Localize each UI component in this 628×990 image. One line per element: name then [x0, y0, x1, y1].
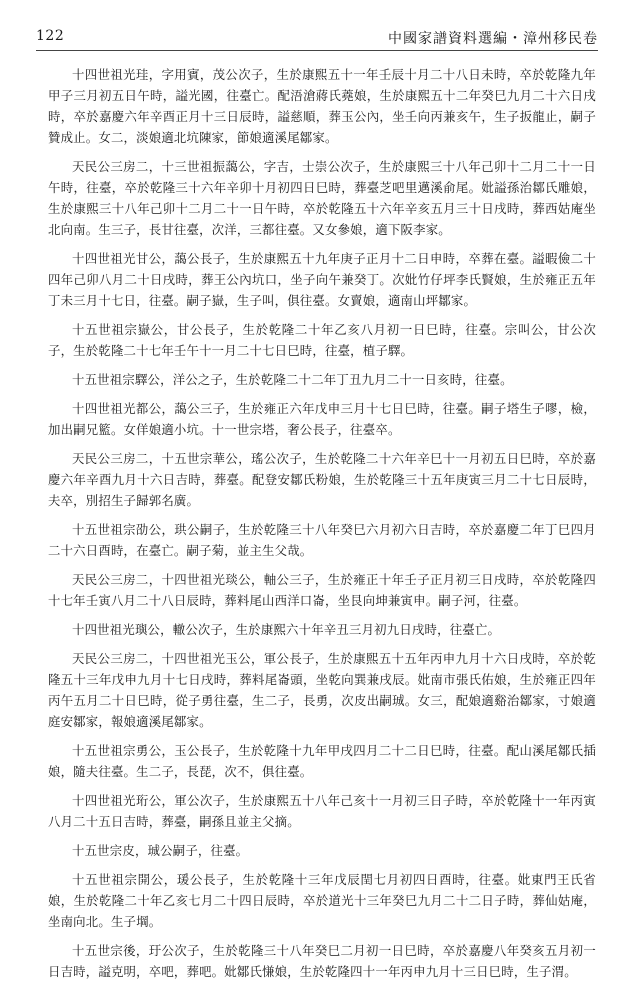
paragraph: 十四世祖光都公，藹公三子，生於雍正六年戊申三月十七日巳時，往臺。嗣子塔生子嘐，檢，加出嗣兄籃。女佯娘適小坑。十一世宗塔，奢公長子，往臺卒。 [48, 401, 596, 437]
paragraph: 天民公三房二，十四世祖光玉公，軍公長子，生於康熙五十五年丙申九月十六日戌時，卒於乾隆五十三年戊申九月十七日戌時，葬料尾崙頭，坐乾向巽兼戌辰。妣南市張氏佑娘，生於雍正四年丙午五月二十日巳時，從子勇往臺，生二子，長勇，次皮出嗣珹。女三，配娘適谿治鄒家，寸娘適庭安鄒家，報娘適溪尾鄒家。 [48, 651, 596, 729]
paragraph: 十五世祖宗驛公，洋公之子，生於乾隆二十二年丁丑九月二十一日亥時，往臺。 [72, 372, 513, 387]
paragraph: 天民公三房二，十三世祖振藹公，字吉，士崇公次子，生於康熙三十八年己卯十二月二十一日午時，往臺，卒於乾隆三十六年辛卯十月初四日巳時，葬臺芝吧里邁溪俞尾。妣謚孫治鄒氏雕娘，生於康熙三十八年己卯十二月二十一日午時，卒於乾隆五十六年辛亥五月三十日戌時，葬西姑庵坐北向南。生三子，長甘往臺，次洋，三都往臺。又女參娘，適下阪李家。 [48, 159, 596, 237]
page-header [36, 26, 598, 51]
paragraph: 十五世祖宗劭公，珙公嗣子，生於乾隆三十八年癸巳六月初六日吉時，卒於嘉慶二年丁巳四月二十六日酉時，在臺亡。嗣子菊，並主生父哉。 [48, 522, 596, 558]
paragraph: 十四世祖光甘公，藹公長子，生於康熙五十九年庚子正月十二日申時，卒葬在臺。謚暇儉二十四年己卯八月二十日戌時，葬王公內坑口，坐子向午兼癸丁。次妣竹仔坪李氏賢娘，生於雍正五年丁未三月十七日，往臺。嗣子嶽，生子叫，俱往臺。女賣娘，適南山坪鄒家。 [48, 251, 596, 308]
paragraph: 十四世祖光璵公，轍公次子，生於康熙六十年辛丑三月初九日戌時，往臺亡。 [72, 622, 501, 637]
paragraph: 十五世祖宗勇公，玉公長子，生於乾隆十九年甲戌四月二十二日巳時，往臺。配山溪尾鄒氏插娘，隨夫往臺。生二子，長琵，次不，俱往臺。 [48, 743, 596, 779]
paragraph: 天民公三房二，十四世祖光琰公，軸公三子，生於雍正十年壬子正月初三日戌時，卒於乾隆四十七年壬寅八月二十八日辰時，葬料尾山西洋口崙，坐艮向坤兼寅申。嗣子河，往臺。 [48, 572, 596, 608]
paragraph: 十五世祖宗開公，瑗公長子，生於乾隆十三年戊辰閏七月初四日酉時，往臺。妣東門王氏省娘，生於乾隆二十年乙亥七月二十四日辰時，卒於道光十三年癸巳九月二十二日子時，葬仙姑庵，坐南向北。生子堈。 [48, 872, 596, 929]
paragraph: 十四世祖光珪，字用賓，茂公次子，生於康熙五十一年壬辰十月二十八日未時，卒於乾隆九年甲子三月初五日午時，謚光國，往臺亡。配浯滄蔣氏蕘娘，生於康熙五十二年癸巳九月二十六日戌時，卒於嘉慶六年辛酉正月十三日辰時，謚慈順，葬玉公內，坐壬向丙兼亥午，生子扳龍止，嗣子贊成止。女二，淡娘適北坑陳家，節娘適溪尾鄒家。 [48, 67, 596, 145]
page-number: 122 [36, 28, 65, 44]
genealogy-text [48, 64, 596, 990]
paragraph: 十五世宗皮，珹公嗣子，往臺。 [72, 843, 249, 858]
paragraph: 十五世祖宗嶽公，甘公長子，生於乾隆二十年乙亥八月初一日巳時，往臺。宗叫公，甘公次子，生於乾隆二十七年壬午十一月二十七日巳時，往臺，植子驛。 [48, 322, 596, 358]
paragraph: 十五世宗後，玗公次子，生於乾隆三十八年癸巳二月初一日巳時，卒於嘉慶八年癸亥五月初一日吉時，謚克明，卒吧，葬吧。妣鄒氏慊娘，生於乾隆四十一年丙申九月十三日巳時，生子渭。 [48, 943, 596, 979]
paragraph: 天民公三房二，十五世宗華公，瑤公次子，生於乾隆二十六年辛巳十一月初五日巳時，卒於嘉慶六年辛酉九月十六日吉時，葬臺。配登安鄒氏粉娘，生於乾隆三十五年庚寅三月二十七日辰時，夫卒，別招生子歸郭名廣。 [48, 451, 596, 508]
paragraph: 十四世祖光珩公，軍公次子，生於康熙五十八年己亥十一月初三日子時，卒於乾隆十一年丙寅八月二十五日吉時，葬臺，嗣孫且並主父摘。 [48, 793, 596, 829]
running-title: 中國家譜資料選編・漳州移民卷 [388, 31, 598, 47]
